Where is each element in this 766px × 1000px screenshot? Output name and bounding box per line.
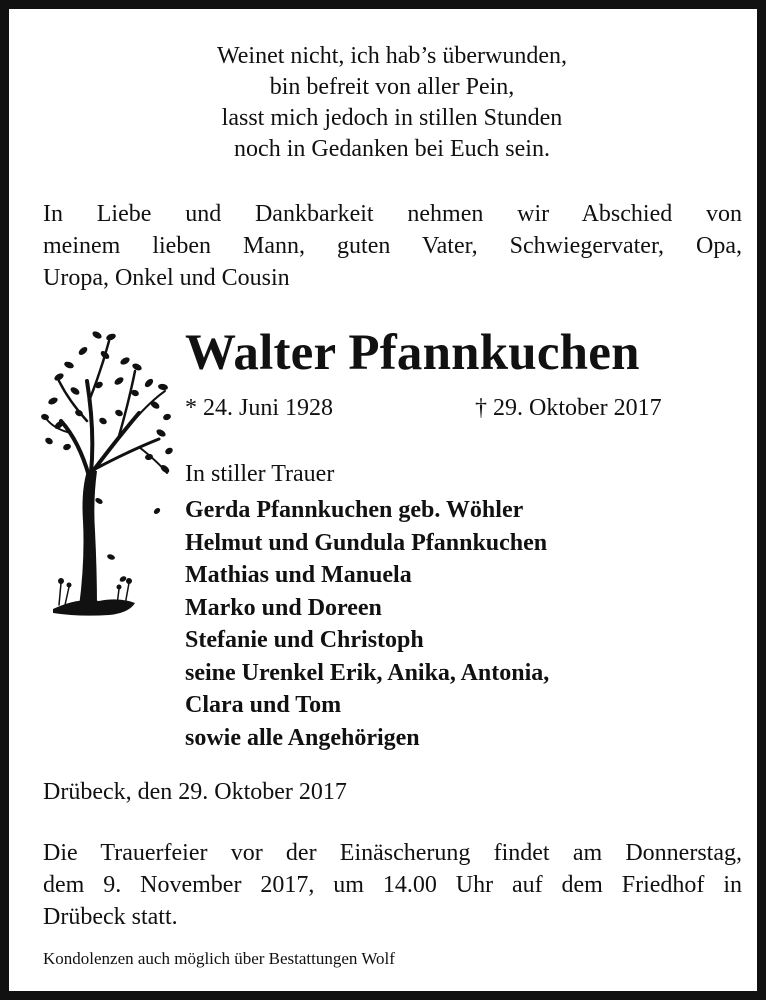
mourning-label: In stiller Trauer: [185, 461, 335, 487]
family-line: Helmut und Gundula Pfannkuchen: [185, 529, 548, 556]
poem: [9, 41, 766, 165]
ceremony-line: Die Trauerfeier vor der Einäscherung findet am Donnerstag,: [43, 840, 742, 866]
poem-line: lasst mich jedoch in stillen Stunden: [221, 105, 563, 131]
family-line: Marko und Doreen: [185, 594, 382, 621]
poem-line: bin befreit von aller Pein,: [269, 74, 515, 100]
death-date: † 29. Oktober 2017: [475, 395, 662, 421]
ceremony-line: dem 9. November 2017, um 14.00 Uhr auf dem Friedhof in: [43, 872, 742, 898]
family-line: Mathias und Manuela: [185, 562, 412, 588]
place-date: Drübeck, den 29. Oktober 2017: [43, 779, 347, 805]
intro-line: In Liebe und Dankbarkeit nehmen wir Abschied von: [43, 201, 742, 227]
condolences-note: Kondolenzen auch möglich über Bestattungen Wolf: [43, 949, 395, 968]
tree-silhouette-icon: [39, 321, 174, 621]
family-list: [185, 494, 549, 754]
family-line: Clara und Tom: [185, 692, 342, 718]
family-line: Stefanie und Christoph: [185, 627, 424, 653]
ceremony-text: [43, 837, 742, 933]
ceremony-line: Drübeck statt.: [43, 904, 178, 930]
intro-text: [43, 198, 742, 294]
family-line: seine Urenkel Erik, Anika, Antonia,: [185, 659, 550, 686]
birth-date: * 24. Juni 1928: [185, 395, 334, 421]
family-line: sowie alle Angehörigen: [185, 724, 420, 751]
family-line: Gerda Pfannkuchen geb. Wöhler: [185, 497, 524, 523]
poem-line: Weinet nicht, ich hab’s überwunden,: [217, 43, 567, 69]
intro-line: meinem lieben Mann, guten Vater, Schwiegervater, Opa,: [43, 233, 742, 259]
intro-line: Uropa, Onkel und Cousin: [43, 265, 290, 291]
deceased-name: Walter Pfannkuchen: [185, 325, 640, 381]
poem-line: noch in Gedanken bei Euch sein.: [234, 136, 550, 162]
